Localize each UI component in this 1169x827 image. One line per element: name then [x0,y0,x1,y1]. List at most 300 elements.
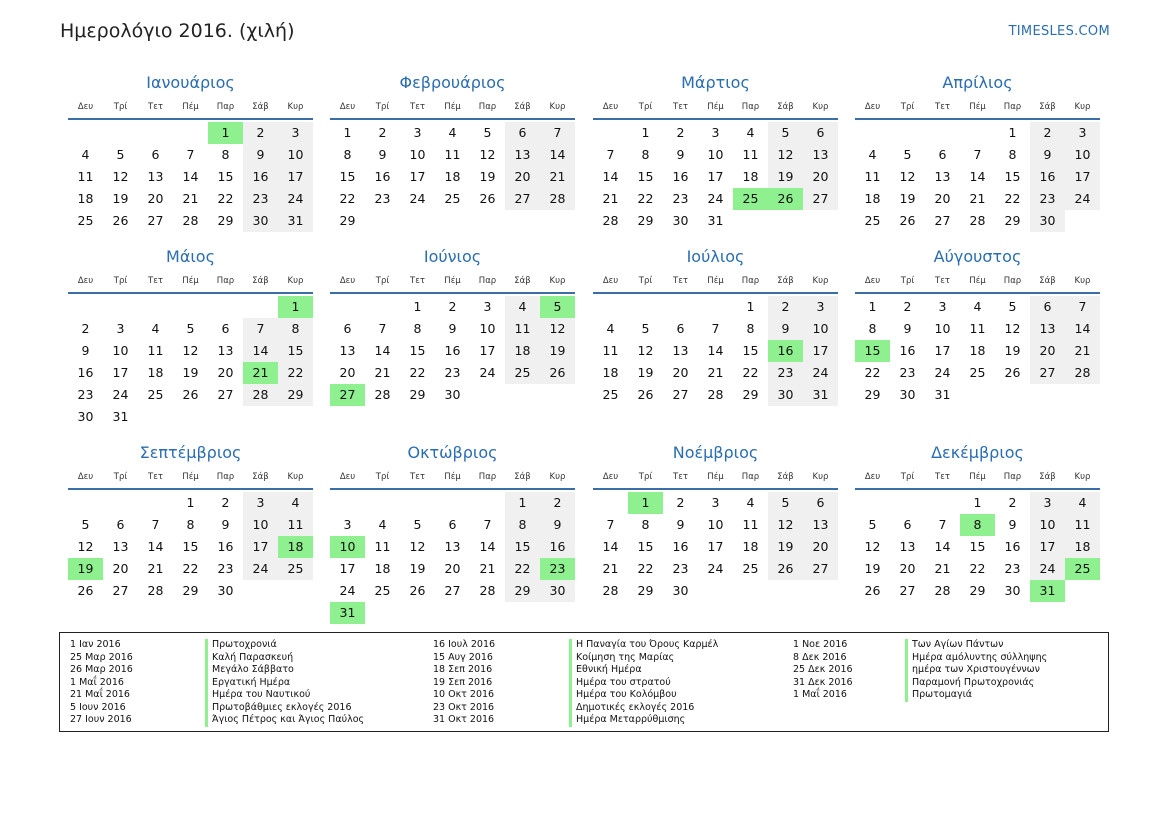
day-cell[interactable]: 14 [707,343,724,358]
day-cell[interactable]: 4 [746,125,755,140]
day-cell[interactable]: 4 [1065,492,1100,514]
holiday-day-cell[interactable]: 16 [768,340,803,362]
day-cell[interactable]: 25 [864,213,881,228]
day-cell[interactable]: 28 [602,213,619,228]
day-cell[interactable]: 17 [934,343,951,358]
day-cell[interactable]: 1 [973,495,982,510]
day-cell[interactable]: 5 [186,321,195,336]
day-cell[interactable]: 16 [540,536,575,558]
day-cell[interactable]: 10 [707,517,724,532]
day-cell[interactable]: 18 [969,343,986,358]
day-cell[interactable]: 15 [409,343,426,358]
day-cell[interactable]: 17 [803,340,838,362]
day-cell[interactable]: 30 [899,387,916,402]
day-cell[interactable]: 2 [1008,495,1017,510]
day-cell[interactable]: 9 [378,147,387,162]
day-cell[interactable]: 11 [147,343,164,358]
day-cell[interactable]: 10 [803,318,838,340]
day-cell[interactable]: 18 [602,365,619,380]
holiday-day-cell[interactable]: 23 [540,558,575,580]
day-cell[interactable]: 15 [278,340,313,362]
day-cell[interactable]: 21 [602,191,619,206]
day-cell[interactable]: 16 [77,365,94,380]
day-cell[interactable]: 4 [81,147,90,162]
day-cell[interactable]: 26 [899,213,916,228]
day-cell[interactable]: 30 [243,210,278,232]
day-cell[interactable]: 29 [637,583,654,598]
day-cell[interactable]: 10 [243,514,278,536]
day-cell[interactable]: 13 [147,169,164,184]
day-cell[interactable]: 9 [1008,517,1017,532]
day-cell[interactable]: 9 [768,318,803,340]
day-cell[interactable]: 25 [278,558,313,580]
day-cell[interactable]: 14 [1065,318,1100,340]
day-cell[interactable]: 31 [803,384,838,406]
day-cell[interactable]: 22 [505,558,540,580]
day-cell[interactable]: 2 [903,299,912,314]
day-cell[interactable]: 4 [151,321,160,336]
day-cell[interactable]: 6 [803,492,838,514]
day-cell[interactable]: 1 [746,299,755,314]
day-cell[interactable]: 5 [413,517,422,532]
day-cell[interactable]: 23 [374,191,391,206]
day-cell[interactable]: 7 [973,147,982,162]
day-cell[interactable]: 8 [505,514,540,536]
day-cell[interactable]: 13 [803,514,838,536]
holiday-day-cell[interactable]: 1 [278,296,313,318]
holiday-day-cell[interactable]: 1 [628,492,663,514]
day-cell[interactable]: 17 [112,365,129,380]
day-cell[interactable]: 13 [339,343,356,358]
day-cell[interactable]: 22 [278,362,313,384]
day-cell[interactable]: 23 [1004,561,1021,576]
day-cell[interactable]: 19 [864,561,881,576]
day-cell[interactable]: 14 [602,539,619,554]
day-cell[interactable]: 4 [868,147,877,162]
day-cell[interactable]: 21 [182,191,199,206]
day-cell[interactable]: 25 [969,365,986,380]
day-cell[interactable]: 20 [1030,340,1065,362]
day-cell[interactable]: 6 [1030,296,1065,318]
day-cell[interactable]: 13 [899,539,916,554]
day-cell[interactable]: 28 [969,213,986,228]
day-cell[interactable]: 17 [243,536,278,558]
day-cell[interactable]: 10 [479,321,496,336]
day-cell[interactable]: 16 [899,343,916,358]
day-cell[interactable]: 4 [973,299,982,314]
day-cell[interactable]: 1 [1008,125,1017,140]
day-cell[interactable]: 1 [343,125,352,140]
holiday-day-cell[interactable]: 31 [330,602,365,624]
day-cell[interactable]: 12 [637,343,654,358]
day-cell[interactable]: 14 [479,539,496,554]
day-cell[interactable]: 21 [540,166,575,188]
day-cell[interactable]: 9 [1030,144,1065,166]
day-cell[interactable]: 11 [278,514,313,536]
day-cell[interactable]: 25 [505,362,540,384]
day-cell[interactable]: 30 [672,213,689,228]
day-cell[interactable]: 9 [903,321,912,336]
day-cell[interactable]: 15 [339,169,356,184]
day-cell[interactable]: 28 [707,387,724,402]
day-cell[interactable]: 30 [672,583,689,598]
day-cell[interactable]: 2 [676,125,685,140]
day-cell[interactable]: 15 [742,343,759,358]
day-cell[interactable]: 24 [803,362,838,384]
day-cell[interactable]: 10 [112,343,129,358]
day-cell[interactable]: 12 [768,144,803,166]
day-cell[interactable]: 2 [676,495,685,510]
day-cell[interactable]: 5 [768,122,803,144]
day-cell[interactable]: 26 [864,583,881,598]
day-cell[interactable]: 23 [672,561,689,576]
day-cell[interactable]: 16 [374,169,391,184]
day-cell[interactable]: 16 [217,539,234,554]
day-cell[interactable]: 3 [1030,492,1065,514]
day-cell[interactable]: 16 [672,539,689,554]
day-cell[interactable]: 16 [444,343,461,358]
day-cell[interactable]: 8 [278,318,313,340]
day-cell[interactable]: 4 [606,321,615,336]
day-cell[interactable]: 17 [707,539,724,554]
day-cell[interactable]: 30 [77,409,94,424]
day-cell[interactable]: 16 [1030,166,1065,188]
day-cell[interactable]: 3 [243,492,278,514]
day-cell[interactable]: 1 [186,495,195,510]
day-cell[interactable]: 19 [479,169,496,184]
day-cell[interactable]: 4 [746,495,755,510]
day-cell[interactable]: 23 [217,561,234,576]
day-cell[interactable]: 23 [768,362,803,384]
day-cell[interactable]: 13 [444,539,461,554]
day-cell[interactable]: 28 [479,583,496,598]
day-cell[interactable]: 22 [969,561,986,576]
day-cell[interactable]: 28 [934,583,951,598]
day-cell[interactable]: 7 [378,321,387,336]
day-cell[interactable]: 22 [637,561,654,576]
day-cell[interactable]: 27 [803,558,838,580]
day-cell[interactable]: 1 [505,492,540,514]
day-cell[interactable]: 5 [868,517,877,532]
day-cell[interactable]: 22 [864,365,881,380]
day-cell[interactable]: 27 [505,188,540,210]
day-cell[interactable]: 14 [374,343,391,358]
day-cell[interactable]: 26 [540,362,575,384]
day-cell[interactable]: 25 [444,191,461,206]
day-cell[interactable]: 10 [278,144,313,166]
day-cell[interactable]: 30 [540,580,575,602]
day-cell[interactable]: 4 [505,296,540,318]
day-cell[interactable]: 12 [1004,321,1021,336]
day-cell[interactable]: 10 [707,147,724,162]
day-cell[interactable]: 26 [409,583,426,598]
day-cell[interactable]: 7 [938,517,947,532]
day-cell[interactable]: 17 [1065,166,1100,188]
day-cell[interactable]: 24 [707,191,724,206]
day-cell[interactable]: 22 [637,191,654,206]
day-cell[interactable]: 26 [637,387,654,402]
day-cell[interactable]: 7 [243,318,278,340]
day-cell[interactable]: 12 [768,514,803,536]
day-cell[interactable]: 26 [77,583,94,598]
day-cell[interactable]: 19 [768,166,803,188]
day-cell[interactable]: 22 [409,365,426,380]
day-cell[interactable]: 6 [221,321,230,336]
day-cell[interactable]: 23 [243,188,278,210]
day-cell[interactable]: 18 [742,169,759,184]
day-cell[interactable]: 6 [676,321,685,336]
day-cell[interactable]: 20 [803,536,838,558]
day-cell[interactable]: 19 [1004,343,1021,358]
day-cell[interactable]: 14 [934,539,951,554]
day-cell[interactable]: 11 [602,343,619,358]
day-cell[interactable]: 20 [803,166,838,188]
day-cell[interactable]: 3 [938,299,947,314]
day-cell[interactable]: 18 [374,561,391,576]
day-cell[interactable]: 19 [899,191,916,206]
day-cell[interactable]: 21 [707,365,724,380]
day-cell[interactable]: 4 [278,492,313,514]
day-cell[interactable]: 14 [243,340,278,362]
day-cell[interactable]: 29 [409,387,426,402]
day-cell[interactable]: 5 [81,517,90,532]
day-cell[interactable]: 18 [742,539,759,554]
day-cell[interactable]: 16 [1004,539,1021,554]
day-cell[interactable]: 12 [864,539,881,554]
day-cell[interactable]: 6 [116,517,125,532]
day-cell[interactable]: 6 [903,517,912,532]
day-cell[interactable]: 18 [444,169,461,184]
day-cell[interactable]: 9 [676,517,685,532]
holiday-day-cell[interactable]: 25 [733,188,768,210]
day-cell[interactable]: 11 [742,147,759,162]
holiday-day-cell[interactable]: 26 [768,188,803,210]
day-cell[interactable]: 19 [768,536,803,558]
day-cell[interactable]: 15 [182,539,199,554]
day-cell[interactable]: 13 [505,144,540,166]
day-cell[interactable]: 23 [672,191,689,206]
day-cell[interactable]: 24 [479,365,496,380]
day-cell[interactable]: 15 [1004,169,1021,184]
day-cell[interactable]: 24 [278,188,313,210]
day-cell[interactable]: 16 [672,169,689,184]
day-cell[interactable]: 24 [1030,558,1065,580]
day-cell[interactable]: 3 [711,495,720,510]
day-cell[interactable]: 20 [147,191,164,206]
day-cell[interactable]: 3 [278,122,313,144]
day-cell[interactable]: 7 [483,517,492,532]
day-cell[interactable]: 29 [1004,213,1021,228]
day-cell[interactable]: 12 [77,539,94,554]
day-cell[interactable]: 29 [278,384,313,406]
day-cell[interactable]: 26 [182,387,199,402]
day-cell[interactable]: 21 [147,561,164,576]
day-cell[interactable]: 9 [448,321,457,336]
day-cell[interactable]: 20 [899,561,916,576]
day-cell[interactable]: 29 [339,213,356,228]
day-cell[interactable]: 6 [151,147,160,162]
day-cell[interactable]: 26 [1004,365,1021,380]
day-cell[interactable]: 11 [864,169,881,184]
day-cell[interactable]: 23 [1030,188,1065,210]
day-cell[interactable]: 3 [483,299,492,314]
day-cell[interactable]: 22 [1004,191,1021,206]
day-cell[interactable]: 2 [378,125,387,140]
day-cell[interactable]: 12 [899,169,916,184]
day-cell[interactable]: 15 [637,539,654,554]
day-cell[interactable]: 10 [934,321,951,336]
holiday-day-cell[interactable]: 27 [330,384,365,406]
day-cell[interactable]: 12 [112,169,129,184]
day-cell[interactable]: 8 [343,147,352,162]
day-cell[interactable]: 20 [672,365,689,380]
holiday-day-cell[interactable]: 25 [1065,558,1100,580]
day-cell[interactable]: 18 [77,191,94,206]
day-cell[interactable]: 5 [1008,299,1017,314]
day-cell[interactable]: 15 [217,169,234,184]
day-cell[interactable]: 18 [1065,536,1100,558]
day-cell[interactable]: 22 [339,191,356,206]
day-cell[interactable]: 8 [1008,147,1017,162]
day-cell[interactable]: 11 [374,539,391,554]
day-cell[interactable]: 2 [1030,122,1065,144]
holiday-day-cell[interactable]: 5 [540,296,575,318]
day-cell[interactable]: 31 [278,210,313,232]
day-cell[interactable]: 20 [112,561,129,576]
day-cell[interactable]: 9 [81,343,90,358]
day-cell[interactable]: 18 [864,191,881,206]
holiday-day-cell[interactable]: 10 [330,536,365,558]
day-cell[interactable]: 13 [217,343,234,358]
holiday-day-cell[interactable]: 8 [960,514,995,536]
day-cell[interactable]: 8 [221,147,230,162]
holiday-day-cell[interactable]: 21 [243,362,278,384]
day-cell[interactable]: 14 [602,169,619,184]
day-cell[interactable]: 8 [746,321,755,336]
day-cell[interactable]: 6 [448,517,457,532]
day-cell[interactable]: 6 [938,147,947,162]
day-cell[interactable]: 3 [803,296,838,318]
day-cell[interactable]: 21 [374,365,391,380]
day-cell[interactable]: 13 [672,343,689,358]
day-cell[interactable]: 17 [1030,536,1065,558]
day-cell[interactable]: 31 [707,213,724,228]
holiday-day-cell[interactable]: 15 [855,340,890,362]
day-cell[interactable]: 25 [742,561,759,576]
day-cell[interactable]: 14 [182,169,199,184]
day-cell[interactable]: 29 [637,213,654,228]
day-cell[interactable]: 30 [217,583,234,598]
day-cell[interactable]: 7 [711,321,720,336]
day-cell[interactable]: 3 [1065,122,1100,144]
day-cell[interactable]: 2 [81,321,90,336]
site-brand-link[interactable]: TIMESLES.COM [1008,24,1110,39]
day-cell[interactable]: 7 [606,517,615,532]
day-cell[interactable]: 28 [147,583,164,598]
day-cell[interactable]: 10 [1065,144,1100,166]
day-cell[interactable]: 11 [505,318,540,340]
day-cell[interactable]: 29 [505,580,540,602]
day-cell[interactable]: 21 [969,191,986,206]
day-cell[interactable]: 20 [444,561,461,576]
day-cell[interactable]: 5 [903,147,912,162]
day-cell[interactable]: 22 [217,191,234,206]
day-cell[interactable]: 23 [444,365,461,380]
day-cell[interactable]: 29 [742,387,759,402]
day-cell[interactable]: 22 [182,561,199,576]
day-cell[interactable]: 28 [182,213,199,228]
day-cell[interactable]: 16 [243,166,278,188]
day-cell[interactable]: 10 [409,147,426,162]
day-cell[interactable]: 24 [707,561,724,576]
day-cell[interactable]: 27 [147,213,164,228]
day-cell[interactable]: 5 [116,147,125,162]
day-cell[interactable]: 25 [374,583,391,598]
day-cell[interactable]: 28 [1065,362,1100,384]
day-cell[interactable]: 24 [339,583,356,598]
day-cell[interactable]: 15 [637,169,654,184]
day-cell[interactable]: 15 [969,539,986,554]
day-cell[interactable]: 25 [77,213,94,228]
day-cell[interactable]: 27 [672,387,689,402]
day-cell[interactable]: 2 [540,492,575,514]
day-cell[interactable]: 14 [147,539,164,554]
day-cell[interactable]: 30 [768,384,803,406]
day-cell[interactable]: 23 [899,365,916,380]
day-cell[interactable]: 12 [409,539,426,554]
day-cell[interactable]: 28 [602,583,619,598]
day-cell[interactable]: 2 [768,296,803,318]
day-cell[interactable]: 19 [182,365,199,380]
day-cell[interactable]: 7 [606,147,615,162]
holiday-day-cell[interactable]: 18 [278,536,313,558]
day-cell[interactable]: 9 [540,514,575,536]
day-cell[interactable]: 24 [934,365,951,380]
day-cell[interactable]: 29 [864,387,881,402]
day-cell[interactable]: 8 [413,321,422,336]
day-cell[interactable]: 6 [505,122,540,144]
day-cell[interactable]: 13 [112,539,129,554]
day-cell[interactable]: 5 [768,492,803,514]
day-cell[interactable]: 20 [339,365,356,380]
day-cell[interactable]: 17 [479,343,496,358]
day-cell[interactable]: 28 [540,188,575,210]
day-cell[interactable]: 21 [602,561,619,576]
day-cell[interactable]: 11 [742,517,759,532]
day-cell[interactable]: 30 [1004,583,1021,598]
day-cell[interactable]: 14 [540,144,575,166]
day-cell[interactable]: 28 [374,387,391,402]
day-cell[interactable]: 7 [1065,296,1100,318]
day-cell[interactable]: 19 [540,340,575,362]
day-cell[interactable]: 7 [540,122,575,144]
day-cell[interactable]: 6 [343,321,352,336]
day-cell[interactable]: 26 [479,191,496,206]
day-cell[interactable]: 27 [444,583,461,598]
day-cell[interactable]: 21 [479,561,496,576]
day-cell[interactable]: 27 [803,188,838,210]
day-cell[interactable]: 8 [641,147,650,162]
day-cell[interactable]: 18 [505,340,540,362]
day-cell[interactable]: 11 [969,321,986,336]
day-cell[interactable]: 7 [151,517,160,532]
day-cell[interactable]: 22 [742,365,759,380]
day-cell[interactable]: 17 [278,166,313,188]
day-cell[interactable]: 30 [1030,210,1065,232]
day-cell[interactable]: 27 [112,583,129,598]
day-cell[interactable]: 10 [1030,514,1065,536]
day-cell[interactable]: 1 [413,299,422,314]
